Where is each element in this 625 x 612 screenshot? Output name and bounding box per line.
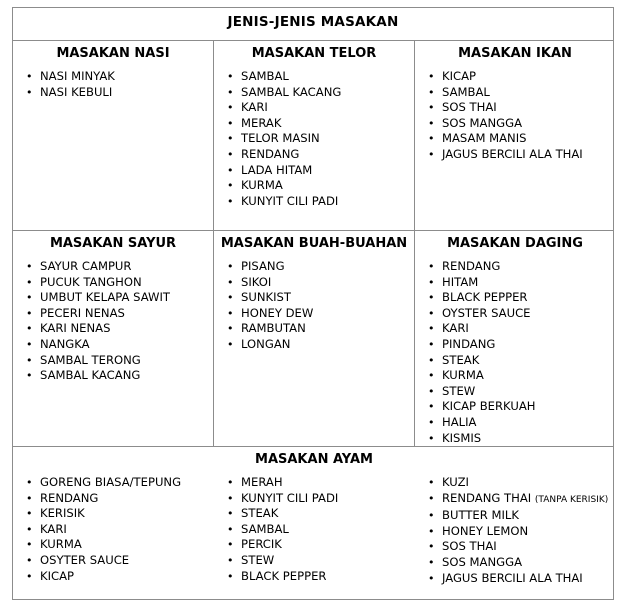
list-item: • NANGKA xyxy=(13,337,170,353)
list-item: • PERCIK xyxy=(214,537,338,553)
section-list xyxy=(415,69,583,163)
list-item: • HONEY DEW xyxy=(214,306,313,322)
section-telor xyxy=(214,41,414,230)
list-item: • BUTTER MILK xyxy=(415,508,608,524)
list-item: • GORENG BIASA/TEPUNG xyxy=(13,475,181,491)
list-item: • SAYUR CAMPUR xyxy=(13,259,170,275)
list-item: • RENDANG xyxy=(13,491,181,507)
list-item: • HITAM xyxy=(415,275,536,291)
list-item: • KICAP xyxy=(415,69,583,85)
section-ayam xyxy=(13,447,615,601)
section-daging xyxy=(415,231,615,446)
list-item: • RAMBUTAN xyxy=(214,321,313,337)
list-item: • SAMBAL KACANG xyxy=(214,85,341,101)
list-item: • PISANG xyxy=(214,259,313,275)
list-item: • SAMBAL xyxy=(214,69,341,85)
list-item: • BLACK PEPPER xyxy=(415,290,536,306)
list-item: • SUNKIST xyxy=(214,290,313,306)
list-item: • PECERI NENAS xyxy=(13,306,170,322)
list-item: • RENDANG xyxy=(214,147,341,163)
list-item: • KICAP BERKUAH xyxy=(415,399,536,415)
section-buah xyxy=(214,231,414,446)
list-item: • KURMA xyxy=(415,368,536,384)
section-list xyxy=(415,259,536,446)
ayam-list-col2 xyxy=(214,475,338,584)
list-item: • SOS THAI xyxy=(415,100,583,116)
list-item: • STEW xyxy=(214,553,338,569)
list-item: • SOS MANGGA xyxy=(415,116,583,132)
rendang-thai-note: (TANPA KERISIK) xyxy=(534,494,609,505)
list-item: • KURMA xyxy=(13,537,181,553)
list-item: • TELOR MASIN xyxy=(214,131,341,147)
ayam-list-col1 xyxy=(13,475,181,584)
section-nasi xyxy=(13,41,213,230)
list-item: • MASAM MANIS xyxy=(415,131,583,147)
section-heading: MASAKAN BUAH-BUAHAN xyxy=(220,236,408,251)
list-item: • OYSTER SAUCE xyxy=(415,306,536,322)
list-item: • SAMBAL KACANG xyxy=(13,368,170,384)
list-item: • KERISIK xyxy=(13,506,181,522)
document-title: JENIS-JENIS MASAKAN xyxy=(227,14,399,30)
list-item: • MERAH xyxy=(214,475,338,491)
list-item: • RENDANG xyxy=(415,259,536,275)
list-item: • PUCUK TANGHON xyxy=(13,275,170,291)
list-item: • PINDANG xyxy=(415,337,536,353)
section-heading: MASAKAN AYAM xyxy=(255,452,373,467)
list-item: • KICAP xyxy=(13,569,181,585)
list-item: • STEAK xyxy=(214,506,338,522)
list-item: • BLACK PEPPER xyxy=(214,569,338,585)
list-item: • KARI xyxy=(214,100,341,116)
section-heading: MASAKAN SAYUR xyxy=(49,236,177,251)
list-item: • SAMBAL xyxy=(415,85,583,101)
list-item: • KURMA xyxy=(214,178,341,194)
section-heading: MASAKAN NASI xyxy=(56,46,170,61)
section-list xyxy=(214,69,341,209)
section-heading: MASAKAN DAGING xyxy=(447,236,583,251)
list-item: • SIKOI xyxy=(214,275,313,291)
section-sayur xyxy=(13,231,213,446)
section-ikan xyxy=(415,41,615,230)
list-item: • LONGAN xyxy=(214,337,313,353)
list-item: • UMBUT KELAPA SAWIT xyxy=(13,290,170,306)
list-item: • NASI MINYAK xyxy=(13,69,115,85)
list-item: • KUNYIT CILI PADI xyxy=(214,491,338,507)
ayam-list-col3 xyxy=(415,475,608,586)
section-list xyxy=(13,259,170,384)
section-heading: MASAKAN TELOR xyxy=(251,46,377,61)
list-item: • HALIA xyxy=(415,415,536,431)
list-item: • SOS MANGGA xyxy=(415,555,608,571)
list-item: • OSYTER SAUCE xyxy=(13,553,181,569)
list-item: • MERAK xyxy=(214,116,341,132)
list-item: • SAMBAL TERONG xyxy=(13,353,170,369)
list-item xyxy=(415,491,608,509)
list-item: • LADA HITAM xyxy=(214,163,341,179)
section-heading: MASAKAN IKAN xyxy=(458,46,572,61)
list-item: • KUNYIT CILI PADI xyxy=(214,194,341,210)
list-item: • NASI KEBULI xyxy=(13,85,115,101)
list-item: • STEAK xyxy=(415,353,536,369)
section-list xyxy=(214,259,313,353)
list-item: • KUZI xyxy=(415,475,608,491)
section-list xyxy=(13,69,115,100)
rendang-thai-label: RENDANG THAI xyxy=(442,490,532,505)
list-item: • KARI xyxy=(415,321,536,337)
list-item: • HONEY LEMON xyxy=(415,524,608,540)
list-item: • JAGUS BERCILI ALA THAI xyxy=(415,147,583,163)
list-item: • JAGUS BERCILI ALA THAI xyxy=(415,571,608,587)
list-item: • KARI xyxy=(13,522,181,538)
menu-document xyxy=(12,7,614,600)
list-item: • KISMIS xyxy=(415,431,536,447)
list-item: • STEW xyxy=(415,384,536,400)
list-item: • KARI NENAS xyxy=(13,321,170,337)
list-item: • SAMBAL xyxy=(214,522,338,538)
list-item: • SOS THAI xyxy=(415,539,608,555)
